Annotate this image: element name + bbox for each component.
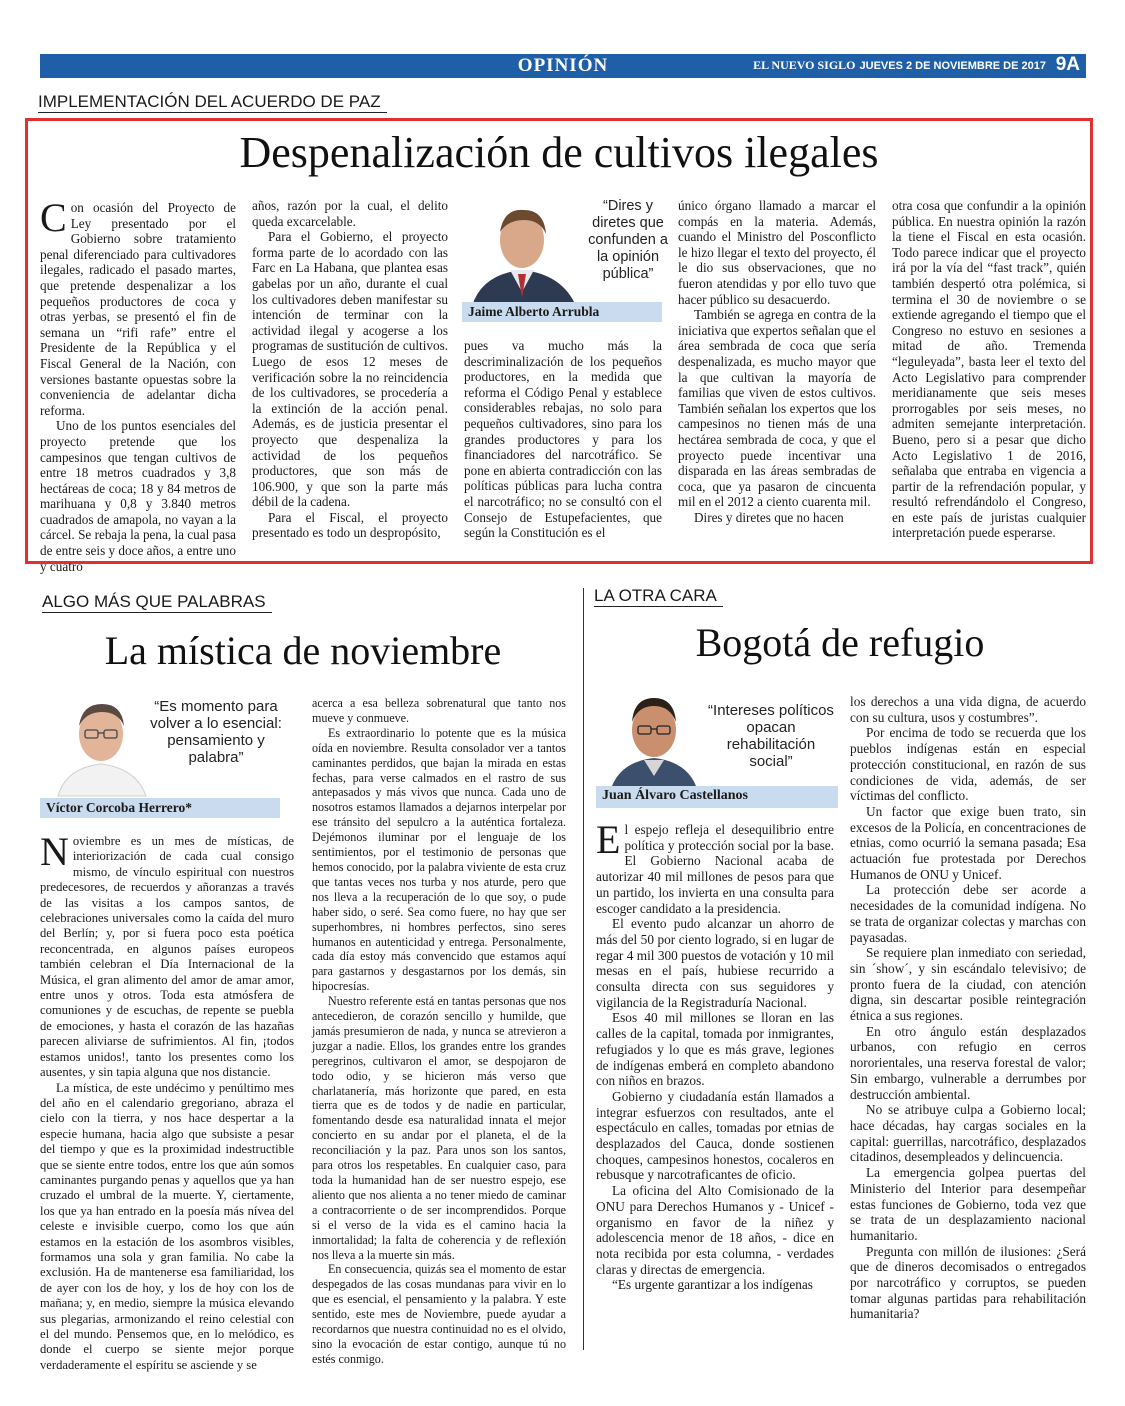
left-article-byline: Víctor Corcoba Herrero* (40, 798, 280, 818)
left-article-quote: “Es momento para volver a lo esencial: pensamiento y palabra” (150, 698, 282, 766)
left-article-title: La mística de noviembre (104, 628, 502, 673)
paragraph: acerca a esa belleza sobrenatural que tanto nos mueve y conmueve. (312, 696, 566, 725)
paragraph: único órgano llamado a marcar el compás en la materia. Además, cuando el Ministro del Posconflicto le hizo llegar el texto del proyecto, él le dio sus observaciones, que no fueron atendidas y por ello tuvo que hacer público su desacuerdo. (678, 198, 876, 307)
paragraph: Esos 40 mil millones se lloran en las calles de la capital, tomada por inmigrantes, refugiados y lo que es más grave, legiones de indígenas emberá en completo abandono con niños en brazos. (596, 1010, 834, 1089)
paragraph: Es extraordinario lo potente que es la música oída en noviembre. Resulta consolador ver a tantos caminantes perdidos, que bajan la mirada en estas fechas, para verse calmados en el rastro de sus antepasados y más vivos que nunca. Cada uno de nosotros estamos llamados a dejarnos interpelar por ese tránsito del sepulcro a la auténtica fortaleza. Dejémonos iluminar por el lenguaje de los sentimientos, por el testimonio de personas que hemos conocido, por la palabra viviente de esta cruz que tantas veces nos turba y nos aturde, pero que nos lleva a la recuperación de lo que soy, o pude haber sido, o seré. Sea como fuere, no hay que ser superhombres, ni hombres perfectos, sino seres humanos en autenticidad y entrega. Personalmente, cada día estoy más convencido que estamos aquí para gastarnos y desgastarnos por los demás, sin hipocresías. (312, 725, 566, 994)
paragraph: los derechos a una vida digna, de acuerdo con su cultura, usos y costumbres”. (850, 694, 1086, 725)
portrait-icon (50, 692, 152, 796)
top-article-column-1 (40, 195, 236, 574)
portrait-icon (604, 688, 704, 792)
left-article-column-1 (40, 829, 294, 1372)
paragraph: Uno de los puntos esenciales del proyecto pretende que los campesinos que tengan cultivos de entre 18 metros cuadrados y 3,8 hectáreas de coca; 18 y 84 metros de marihuana y 0,8 y 3.840 metros cuadrados de amapola, no vayan a la cárcel. Se rebaja la pena, la cual pasa de entre seis y doce años, a entre uno y cuatro (40, 418, 236, 574)
section-name: OPINIÓN (517, 55, 609, 76)
paragraph: pues va mucho más la descriminalización de los pequeños productores, en la medida que reforma el Código Penal y establece considerables rebajas, no solo para pequeños cultivadores, sino para los grandes productores y para los financiadores del narcotráfico. Se pone en abierta contradicción con las políticas públicas para lucha contra el narcotráfico; no se consultó con el Consejo de Estupefacientes, que según la Constitución es el (464, 338, 662, 541)
paragraph: l espejo refleja el desequilibrio entre política y protección social por la base. El Gobierno Nacional acaba de autorizar 40 mil millones de pesos para que un partido, los invierta en una consulta para escoger candidato a la presidencia. (596, 822, 834, 916)
paragraph: En consecuencia, quizás sea el momento de estar despegados de las cosas mundanas para vivir en lo que es esencial, el pensamiento y la palabra. Y este sentido, este mes de Noviembre, puede ayudar a recordarnos que nuestra continuidad no es el olvido, sino la evocación de estar contigo, aunque tú no estés conmigo. (312, 1262, 566, 1366)
column-divider (583, 588, 584, 1350)
right-article-column-1 (596, 817, 834, 1352)
masthead-info (753, 58, 1046, 73)
right-article-title: Bogotá de refugio (695, 620, 985, 665)
right-article-quote: “Intereses políticos opacan rehabilitación social” (708, 702, 834, 770)
paragraph: También se agrega en contra de la iniciativa que expertos señalan que el área sembrada de coca que sería despenalizada, es mucho mayor que la que cultivan la mayoría de familias que viven de estos cultivos. También señalan los expertos que los campesinos no tienen más de una hectárea sembrada de coca, y que el proyecto puede incentivar una disparada en las áreas sembradas de coca, que ya pasaron de cincuenta mil en el 2012 a ciento cuarenta mil. (678, 307, 876, 510)
top-article-kicker: IMPLEMENTACIÓN DEL ACUERDO DE PAZ (38, 92, 387, 113)
paragraph: La oficina del Alto Comisionado de la ONU para Derechos Humanos y - Unicef - organismo en favor de la niñez y adolescencia menor de 18 años, - dice en nota recibida por esta columna, - verdades claras y directas de emergencia. (596, 1183, 834, 1277)
top-article-column-3 (464, 338, 662, 558)
paragraph: oviembre es un mes de místicas, de interiorización de cada cual consigo mismo, de vínculo espiritual con nuestros predecesores, de recuerdos y añoranzas a través de las visitas a los campos santos, de celebraciones universales como la caída del muro del Berlín; y, por si fuera poco esta poética reconcentrada, en algunos países europeos también celebran el Día Internacional de la Música, el gran alimento del amor de amar amor, entre unos y otros. Toda esta atmósfera de comuniones y de escuchas, de repente se puebla de emociones, y hasta el corazón de las hazañas parecen aliviarse de sufrimientos. Al fin, ¡todos estamos unidos!, tanto los presentes como los ausentes, y sin tapia alguna que nos distancie. (40, 834, 294, 1080)
paragraph: No se atribuye culpa a Gobierno local; hace décadas, hay cargas sociales en la capital: guerrillas, narcotráfico, desplazados citadinos, desempleados y delincuencia. (850, 1102, 1086, 1165)
left-article-column-2 (312, 696, 566, 1366)
paragraph: Pregunta con millón de ilusiones: ¿Será que de dineros decomisados o entregados por narcotráfico y corruptos, se pueden tomar algunas partidas para rehabilitación humanitaria? (850, 1243, 1086, 1322)
paper-name: EL NUEVO SIGLO (753, 58, 856, 72)
right-article-column-2 (850, 694, 1086, 1352)
right-article-byline: Juan Álvaro Castellanos (596, 786, 838, 808)
issue-date: JUEVES 2 DE NOVIEMBRE DE 2017 (859, 60, 1046, 72)
paragraph: La mística, de este undécimo y penúltimo mes del año en el calendario gregoriano, abraza el cielo con la tierra, y nos hace despertar a la especie humana, hacia algo que subsiste a pesar del tiempo y que es la proximidad indestructible que se siente entre todos, entre los que aún somos caminantes purgando penas y aquellos que ya han cruzado el umbral de la muerte. Y, ciertamente, los que ya han entrado en la poesía más nívea del celeste e invisible cuerpo, como los que aún estamos en la estación de los asombros visibles, formamos una sola y gran familia. No cabe la exclusión. Ha de mantenerse esa familiaridad, los de ayer con los de hoy, y los de hoy con los de mañana; y, en medio, siempre la música elevando sus plegarias, armonizando el reino celestial con el del mundo. Pensemos que, en lo melódico, es donde el cuerpo se siente mejor porque verdaderamente el espíritu se asciende y se (40, 1080, 294, 1372)
author-photo-castellanos (604, 688, 704, 792)
paragraph: El evento pudo alcanzar un ahorro de más del 50 por ciento logrado, si en lugar de regar 4 mil 300 puestos de votación y 10 mil mesas en el país, hubiese recurrido a consulta directa con sus seguidores y vigilancia de la Registraduría Nacional. (596, 916, 834, 1010)
paragraph: La emergencia golpea puertas del Ministerio del Interior para desempeñar estas funciones de Gobierno, toda vez que se trata de un desplazamiento nacional humanitario. (850, 1165, 1086, 1243)
paragraph: otra cosa que confundir a la opinión pública. En nuestra opinión la razón la tiene el Fiscal en esta ocasión. Todo parece indicar que el proyecto irá por la vía del “fast track”, quién también despertó otra polémica, si termina el 30 de noviembre o se extiende agregando el tiempo que el Congreso no estuvo en sesiones a mitad de año. Tremenda “leguleyada”, basta leer el texto del Acto Legislativo para comprender meridianamente que seis meses prorrogables por seis meses, no admiten semejante interpretación. Bueno, pero si a pesar que dicho Acto Legislativo 1 de 2016, señalaba que entraba en vigencia a partir de la refrendación popular, y resultó refrendándolo el Congreso, en este país de juristas cualquier interpretación puede esperarse. (892, 198, 1086, 541)
paragraph: Un factor que exige buen trato, sin excesos de la Policía, en concentraciones de etnias, como ocurrió la semana pasada; Esa actuación fue protestada por Derechos Humanos de ONU y Unicef. (850, 803, 1086, 882)
top-article-quote: “Dires y diretes que confunden a la opinión pública” (588, 198, 668, 282)
paragraph: En otro ángulo están desplazados urbanos, con refugio en cerros nororientales, una reserva forestal de valor; Sin embargo, vulnerable a derrumbes por destrucción ambiental. (850, 1023, 1086, 1102)
right-article-kicker: LA OTRA CARA (594, 586, 723, 607)
top-article-title: Despenalización de cultivos ilegales (239, 128, 879, 177)
dropcap: E (596, 817, 621, 862)
top-article-byline: Jaime Alberto Arrubla (462, 302, 662, 322)
paragraph: Para el Fiscal, el proyecto presentado es todo un despropósito, (252, 509, 448, 541)
left-article-kicker: ALGO MÁS QUE PALABRAS (42, 592, 272, 613)
paragraph: Para el Gobierno, el proyecto forma parte de lo acordado con las Farc en La Habana, que plantea esas gabelas por un año, durante el cual los cultivadores deben manifestar su intención de terminar con la actividad ilegal y acogerse a los programas de sustitución de cultivos. Luego de esos 12 meses de verificación sobre la no reincidencia de los cultivadores, se procedería a la extinción de la acción penal. Además, es de justicia presentar el proyecto que despenaliza la actividad de los pequeños productores, que son más de 106.900, y que son la parte más débil de la cadena. (252, 229, 448, 510)
author-photo-arrubla (462, 196, 584, 306)
top-article-column-2 (252, 198, 448, 558)
masthead-bar (40, 54, 1086, 78)
dropcap: C (40, 195, 67, 240)
paragraph: La protección debe ser acorde a necesidades de la comunidad indígena. No se trata de organizar colectas y marchas con payasadas. (850, 882, 1086, 945)
page-number: 9A (1055, 54, 1080, 75)
paragraph: Nuestro referente está en tantas personas que nos antecedieron, de corazón sencillo y humilde, que jamás presumieron de nada, y nunca se atrevieron a juzgar a nadie. Ellos, los grandes entre los grandes peregrinos, cultivaron el amor, se despojaron de todo odio, y se hicieron más verso que charlatanería, más horizonte que pared, en esta tierra que es de todos y de nadie en particular, fomentando desde esa naturalidad innata el mejor concierto en su andar por el planeta, el de la reconciliación y la paz. Para unos son los santos, para otros los respetables. En cualquier caso, para toda la humanidad han de ser nuestro espejo, ese aliento que nos alienta a no tener miedo de caminar a contracorriente o de ser incomprendidos. Porque si el verso de la vida es el camino hacia la inmortalidad; la falta de coherencia y de reflexión nos lleva a la muerte sin más. (312, 994, 566, 1262)
author-photo-corcoba (50, 692, 152, 796)
top-article-column-4 (678, 198, 876, 558)
portrait-icon (462, 196, 584, 306)
dropcap: N (40, 829, 69, 874)
paragraph: Por encima de todo se recuerda que los pueblos indígenas están en especial protección constitucional, en razón de sus condiciones de vida, además, de ser víctimas del conflicto. (850, 725, 1086, 804)
paragraph: años, razón por la cual, el delito queda excarcelable. (252, 198, 448, 229)
top-article-column-5 (892, 198, 1086, 558)
paragraph: Gobierno y ciudadanía están llamados a integrar esfuerzos con resultados, ante el espectáculo en calles, tomadas por etnias de desplazados del Cauca, donde sostienen choques, campesinos honestos, cocaleros en rebusque y narcotraficantes de oficio. (596, 1088, 834, 1183)
paragraph: “Es urgente garantizar a los indígenas (612, 1277, 813, 1293)
paragraph: Se requiere plan inmediato con seriedad, sin ´show´, y sin escándalo televisivo; de pronto fuera de la ciudad, con atención digna, sin descartar posible reintegración étnica a sus regiones. (850, 945, 1086, 1024)
paragraph: Dires y diretes que no hacen (694, 509, 844, 525)
paragraph: on ocasión del Proyecto de Ley presentado por el Gobierno sobre tratamiento penal diferenciado para cultivadores ilegales, radicado el pasado martes, que pretende despenalizar a los pequeños productores de coca y otras yerbas, se presentó el fin de semana un “rifi rafe” entre el Presidente de la República y el Fiscal General de la Nación, con versiones bastante opuestas sobre la conveniencia de adelantar dicha reforma. (40, 200, 236, 418)
